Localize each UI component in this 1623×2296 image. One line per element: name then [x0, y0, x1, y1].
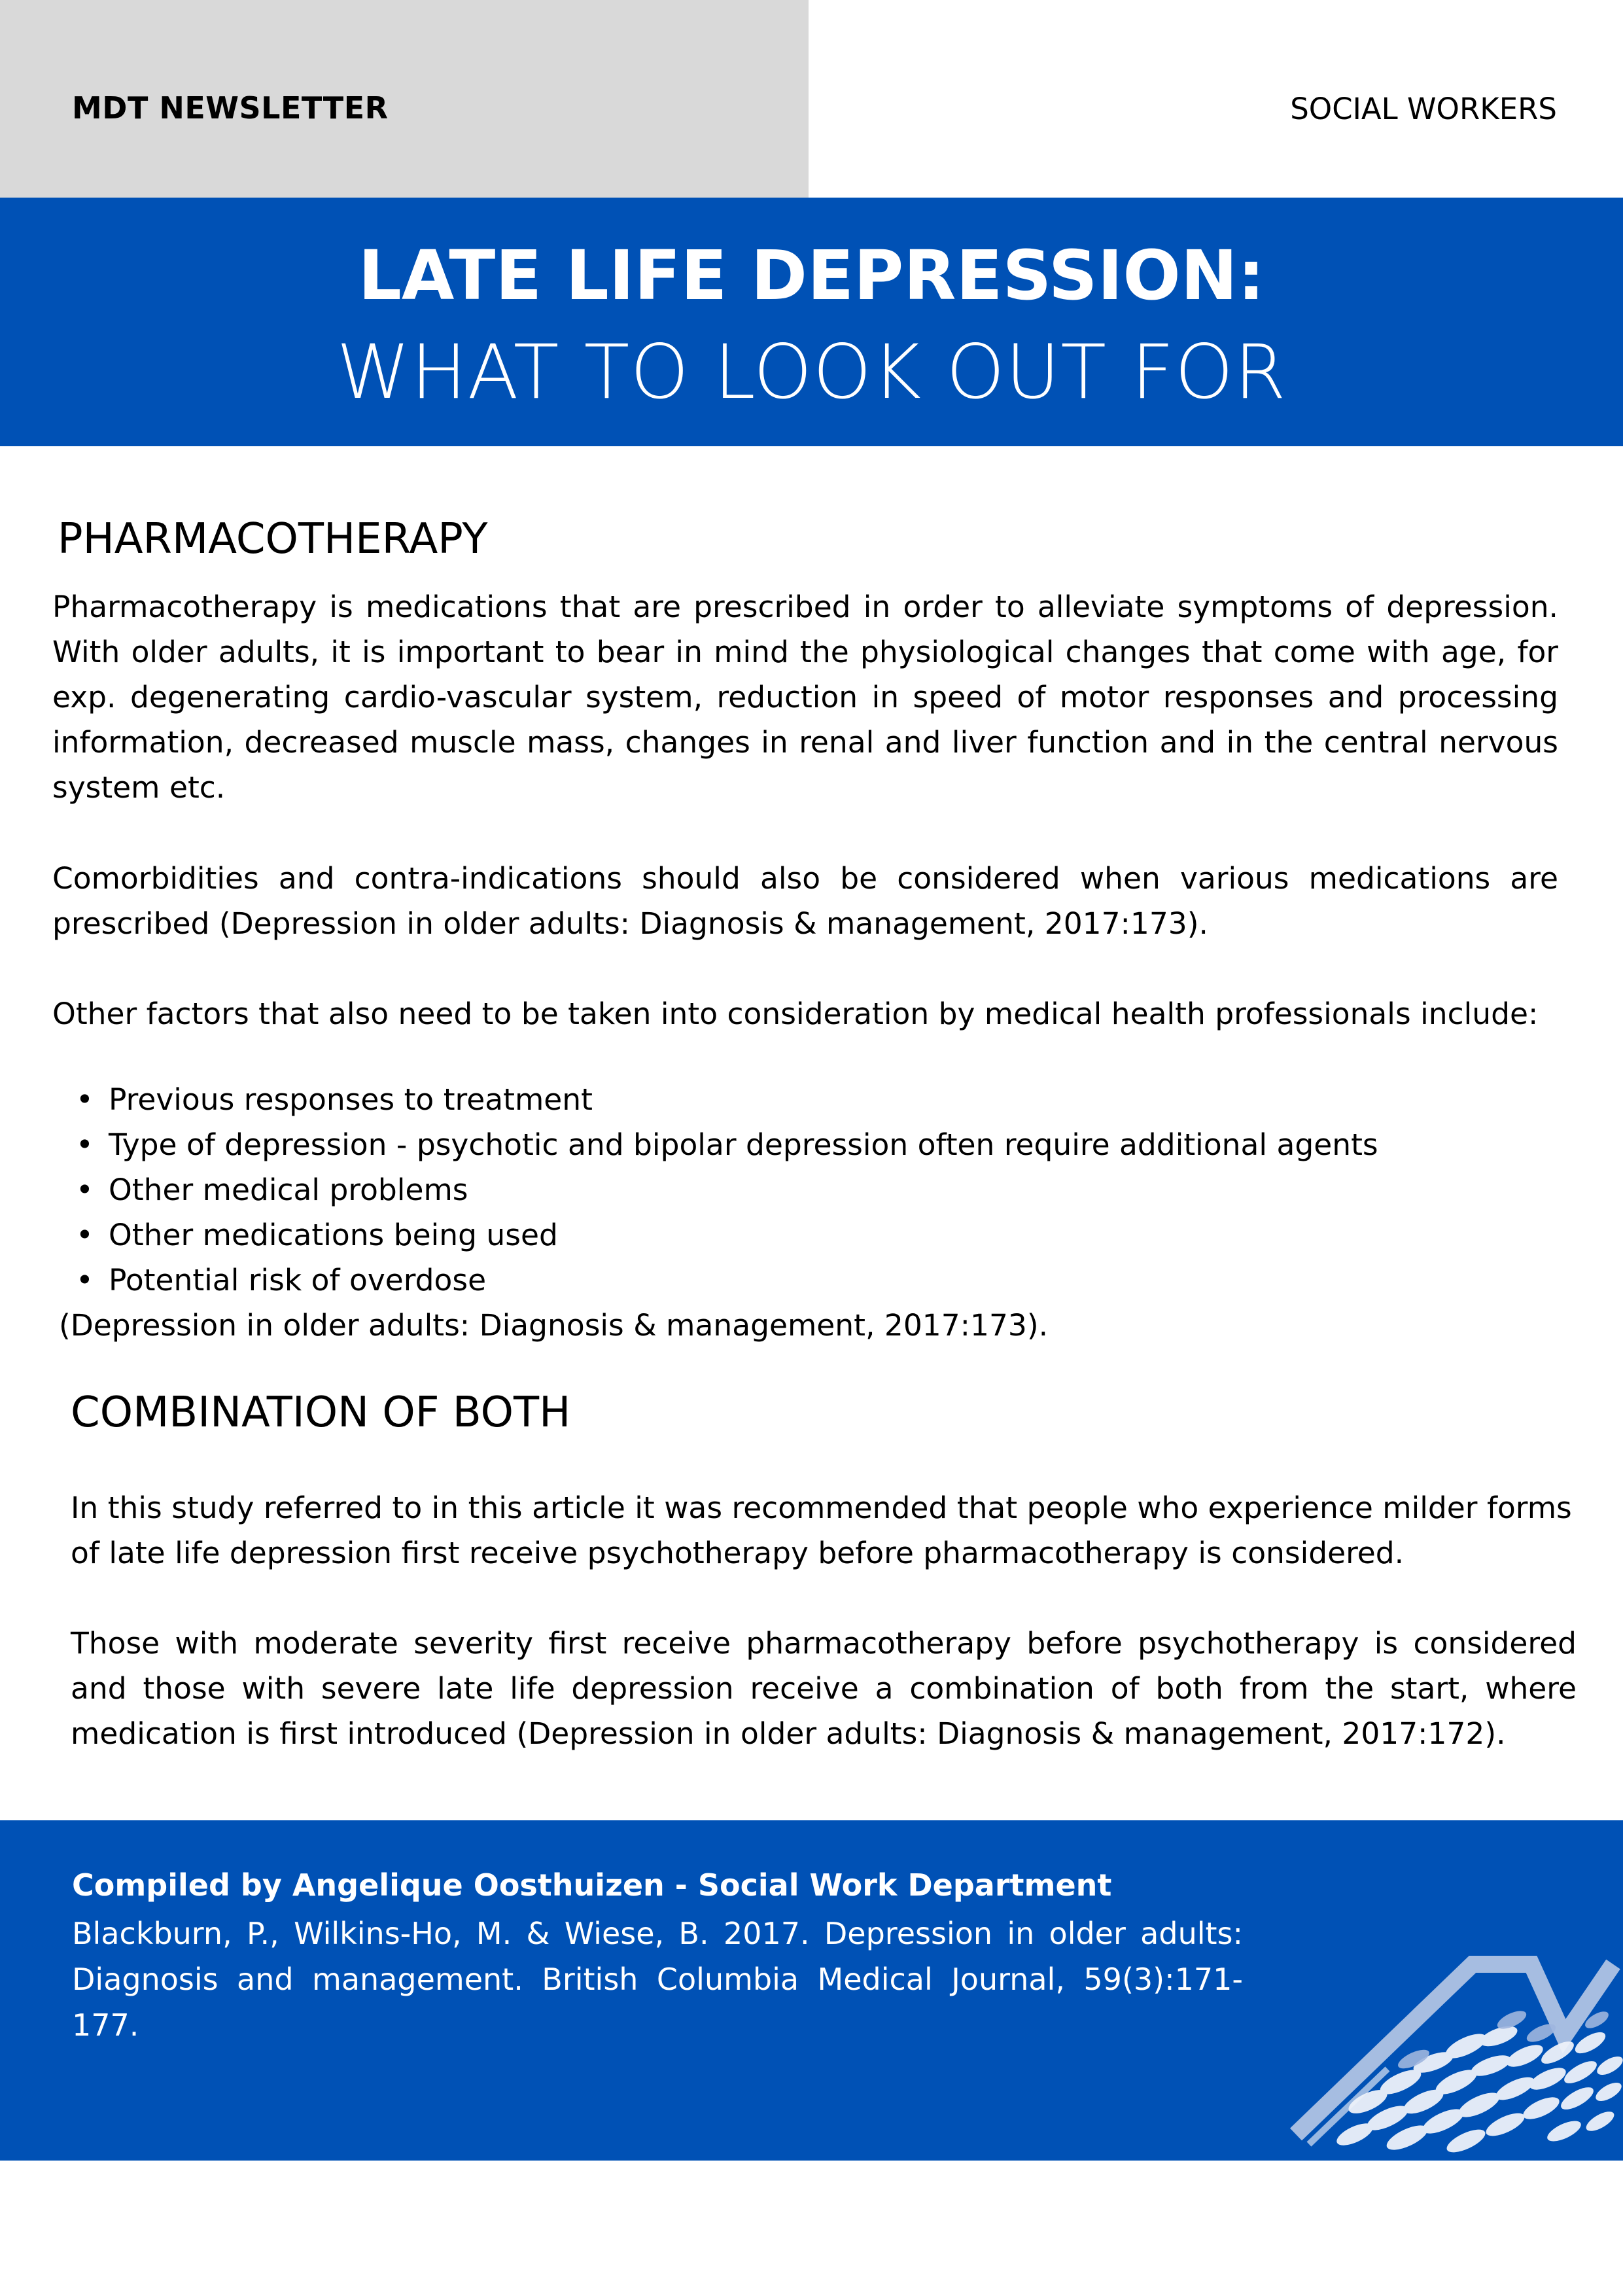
page-subtitle: WHAT TO LOOK OUT FOR	[336, 328, 1287, 415]
pharmacotherapy-heading: PHARMACOTHERAPY	[58, 515, 488, 563]
pharmacotherapy-paragraph-3: Other factors that also need to be taken into consideration by medical health professionals include:	[52, 997, 1539, 1031]
newsletter-label: MDT NEWSLETTER	[72, 90, 389, 126]
footer-reference: Blackburn, P., Wilkins-Ho, M. & Wiese, B. 2017. Depression in older adults: Diagnosis and management. British Columbia Medical Journal, 59(3):171-177.	[72, 1916, 1243, 2043]
list-item: • Previous responses to treatment	[76, 1077, 1378, 1122]
combination-paragraph-2: Those with moderate severity first receive pharmacotherapy before psychotherapy is considered and those with severe late life depression receive a combination of both from the start, where medication is first introduced (Depression in older adults: Diagnosis & management, 2017:172).	[71, 1626, 1577, 1751]
list-item: • Other medical problems	[76, 1167, 1378, 1212]
page-title: LATE LIFE DEPRESSION:	[358, 236, 1265, 315]
audience-label: SOCIAL WORKERS	[1290, 92, 1557, 126]
footer-band	[0, 1820, 1623, 2161]
list-item: • Potential risk of overdose	[76, 1258, 1378, 1303]
pharmacotherapy-paragraph-1: Pharmacotherapy is medications that are prescribed in order to alleviate symptoms of depression. With older adults, it is important to bear in mind the physiological changes that come with age, for exp. degenerating cardio-vascular system, reduction in speed of motor responses and processing information, decreased muscle mass, changes in renal and liver function and in the central nervous system etc.	[52, 590, 1558, 805]
list-item: • Other medications being used	[76, 1212, 1378, 1258]
decorative-house-pills-icon	[1283, 1886, 1623, 2161]
footer-credit: Compiled by Angelique Oosthuizen - Social Work Department	[72, 1867, 1112, 1903]
combination-heading: COMBINATION OF BOTH	[71, 1388, 571, 1437]
factors-list	[76, 1077, 1378, 1303]
pharmacotherapy-paragraph-2: Comorbidities and contra-indications should also be considered when various medications are prescribed (Depression in older adults: Diagnosis & management, 2017:173).	[52, 861, 1558, 941]
factors-citation: (Depression in older adults: Diagnosis & management, 2017:173).	[59, 1308, 1049, 1343]
list-item: • Type of depression - psychotic and bipolar depression often require additional agents	[76, 1122, 1378, 1167]
title-band	[0, 198, 1623, 446]
combination-paragraph-1: In this study referred to in this article it was recommended that people who experience milder forms of late life depression first receive psychotherapy before pharmacotherapy is considered.	[71, 1491, 1572, 1570]
